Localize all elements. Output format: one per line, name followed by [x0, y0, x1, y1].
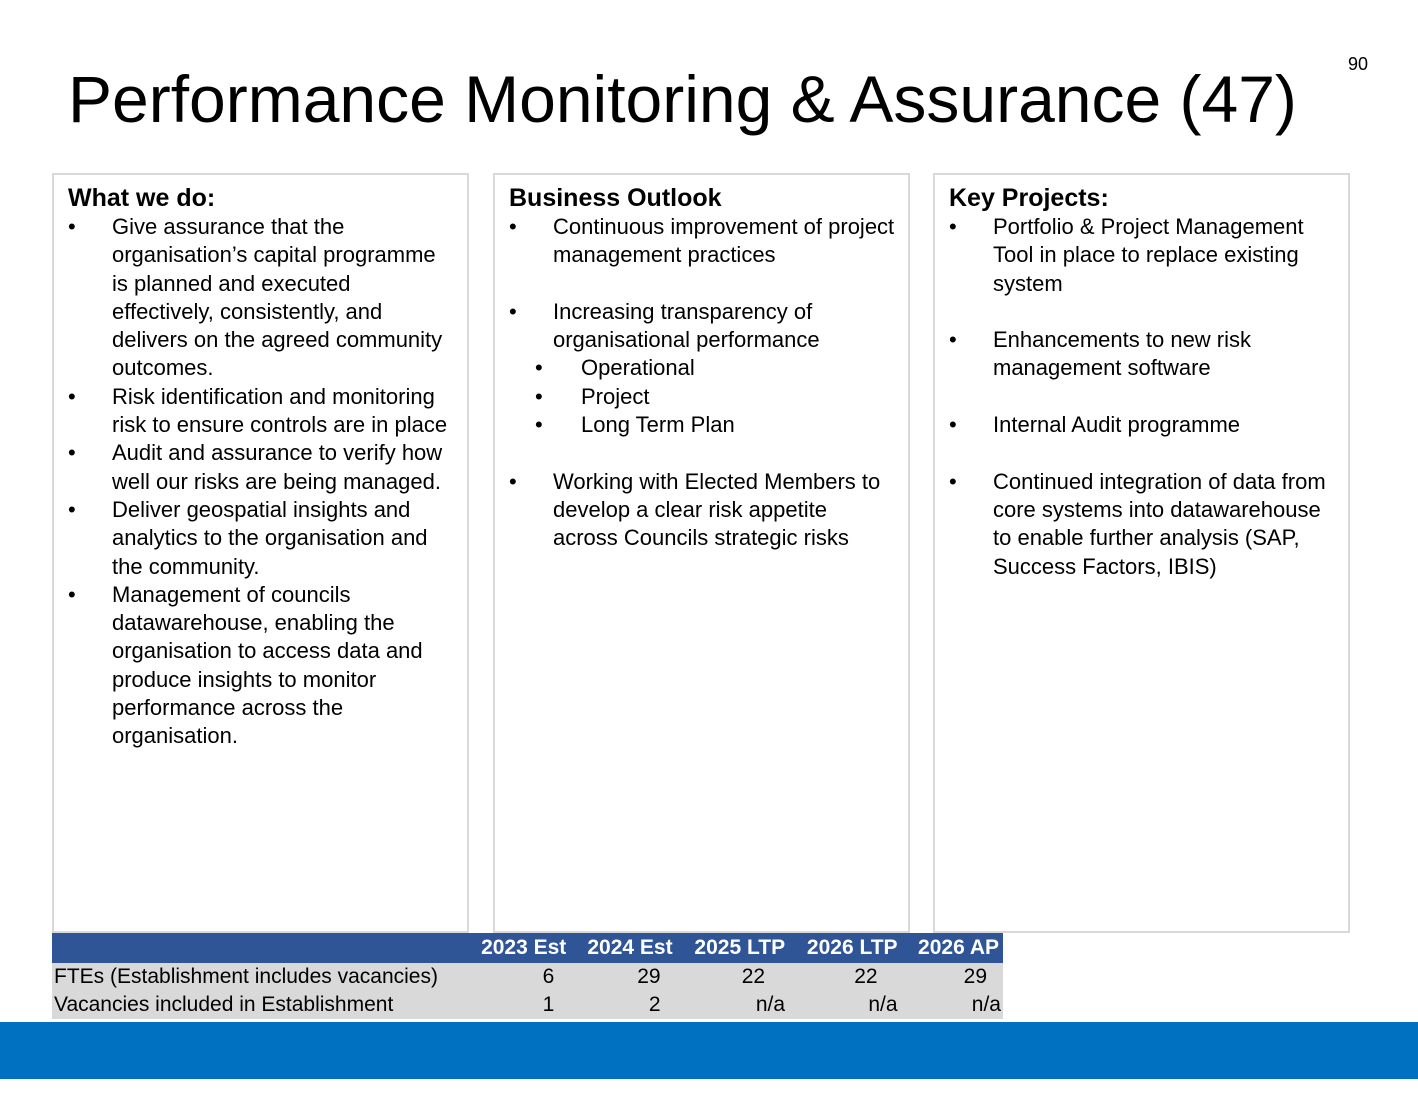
list-item: • Continuous improvement of project management practices [509, 213, 896, 270]
business-outlook-list-continued [509, 468, 896, 553]
business-outlook-panel [493, 173, 910, 933]
list-item: • Portfolio & Project Management Tool in place to replace existing system [949, 213, 1336, 298]
business-outlook-list [509, 213, 896, 354]
list-item: • Management of councils datawarehouse, enabling the organisation to access data and produce insights to monitor performance across the organisation. [68, 581, 455, 751]
table-header-cell: 2025 LTP [694, 936, 786, 959]
table-cell: 22 [741, 965, 766, 988]
staffing-table-container [52, 933, 1003, 1019]
table-cell: 22 [854, 965, 878, 988]
table-cell: n/a [755, 993, 786, 1016]
what-we-do-list [68, 213, 455, 751]
sub-list-item: • Long Term Plan [535, 411, 896, 439]
table-cell: 1 [542, 993, 555, 1016]
table-header-cell: 2023 Est [481, 936, 567, 959]
list-item: • Risk identification and monitoring risk to ensure controls are in place [68, 383, 455, 440]
table-header-cell: 2024 Est [587, 936, 673, 959]
list-item: • Internal Audit programme [949, 411, 1336, 439]
table-header-row [52, 933, 1003, 963]
row-label: FTEs (Establishment includes vacancies) [54, 965, 438, 988]
table-cell: 29 [963, 965, 987, 988]
list-item: • Audit and assurance to verify how well our risks are being managed. [68, 439, 455, 496]
list-item: • Enhancements to new risk management software [949, 326, 1336, 383]
table-cell: 2 [648, 993, 661, 1016]
footer-bar [0, 1022, 1418, 1079]
what-we-do-heading: What we do: [68, 184, 216, 212]
list-item-text: Increasing transparency of organisational performance [553, 298, 820, 353]
row-label: Vacancies included in Establishment [54, 993, 394, 1016]
table-row [52, 991, 1003, 1019]
page-number: 90 [1348, 54, 1369, 74]
performance-sub-list [535, 354, 896, 439]
business-outlook-heading: Business Outlook [509, 184, 722, 212]
what-we-do-panel [52, 173, 469, 933]
table-header-cell: 2026 LTP [806, 936, 898, 959]
list-item: • Continued integration of data from core systems into datawarehouse to enable further analysis (SAP, Success Factors, IBIS) [949, 468, 1336, 581]
page-title: Performance Monitoring & Assurance (47) [68, 62, 1297, 136]
table-header-cell: 2026 AP [918, 936, 999, 959]
list-item [509, 298, 896, 355]
list-item: • Working with Elected Members to develop a clear risk appetite across Councils strategic risks [509, 468, 896, 553]
table-cell: n/a [868, 993, 898, 1016]
table-cell: n/a [971, 993, 1001, 1016]
key-projects-panel [933, 173, 1350, 933]
table-cell: 29 [637, 965, 661, 988]
key-projects-list [949, 213, 1336, 581]
list-item: • Deliver geospatial insights and analytics to the organisation and the community. [68, 496, 455, 581]
table-row [52, 963, 1003, 991]
table-header-cell [52, 933, 464, 963]
sub-list-item: • Project [535, 383, 896, 411]
list-item: • Give assurance that the organisation’s capital programme is planned and executed effectively, consistently, and delivers on the agreed community outcomes. [68, 213, 455, 383]
key-projects-heading: Key Projects: [949, 184, 1109, 212]
table-cell: 6 [542, 965, 555, 988]
sub-list-item: • Operational [535, 354, 896, 382]
staffing-table [52, 933, 1003, 1019]
